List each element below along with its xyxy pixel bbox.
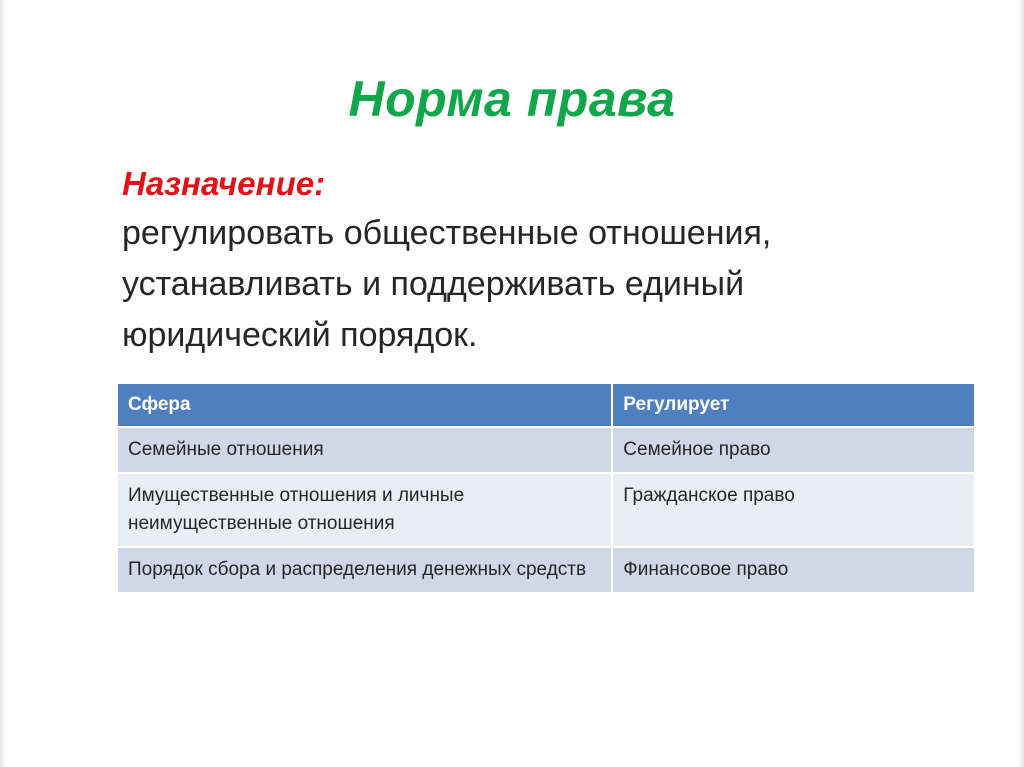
header-regulates: Регулирует	[612, 384, 974, 427]
cell-sphere: Семейные отношения	[118, 427, 612, 473]
purpose-line: устанавливать и поддерживать единый	[122, 265, 745, 303]
law-table	[118, 384, 974, 594]
purpose-line: регулировать общественные отношения,	[122, 214, 772, 252]
purpose-block	[122, 160, 942, 361]
cell-regulates: Семейное право	[612, 427, 974, 473]
cell-regulates: Финансовое право	[612, 547, 974, 593]
purpose-label: Назначение:	[122, 165, 326, 202]
cell-sphere: Имущественные отношения и личные неимущественные отношения	[118, 473, 612, 547]
purpose-line: юридический порядок.	[122, 316, 478, 354]
slide-title: Норма права	[348, 71, 676, 127]
table-row	[118, 427, 974, 473]
cell-regulates: Гражданское право	[612, 473, 974, 547]
header-sphere: Сфера	[118, 384, 612, 427]
cell-sphere: Порядок сбора и распределения денежных средств	[118, 547, 612, 593]
table-header-row	[118, 384, 974, 427]
table-row	[118, 473, 974, 547]
table-row	[118, 547, 974, 593]
